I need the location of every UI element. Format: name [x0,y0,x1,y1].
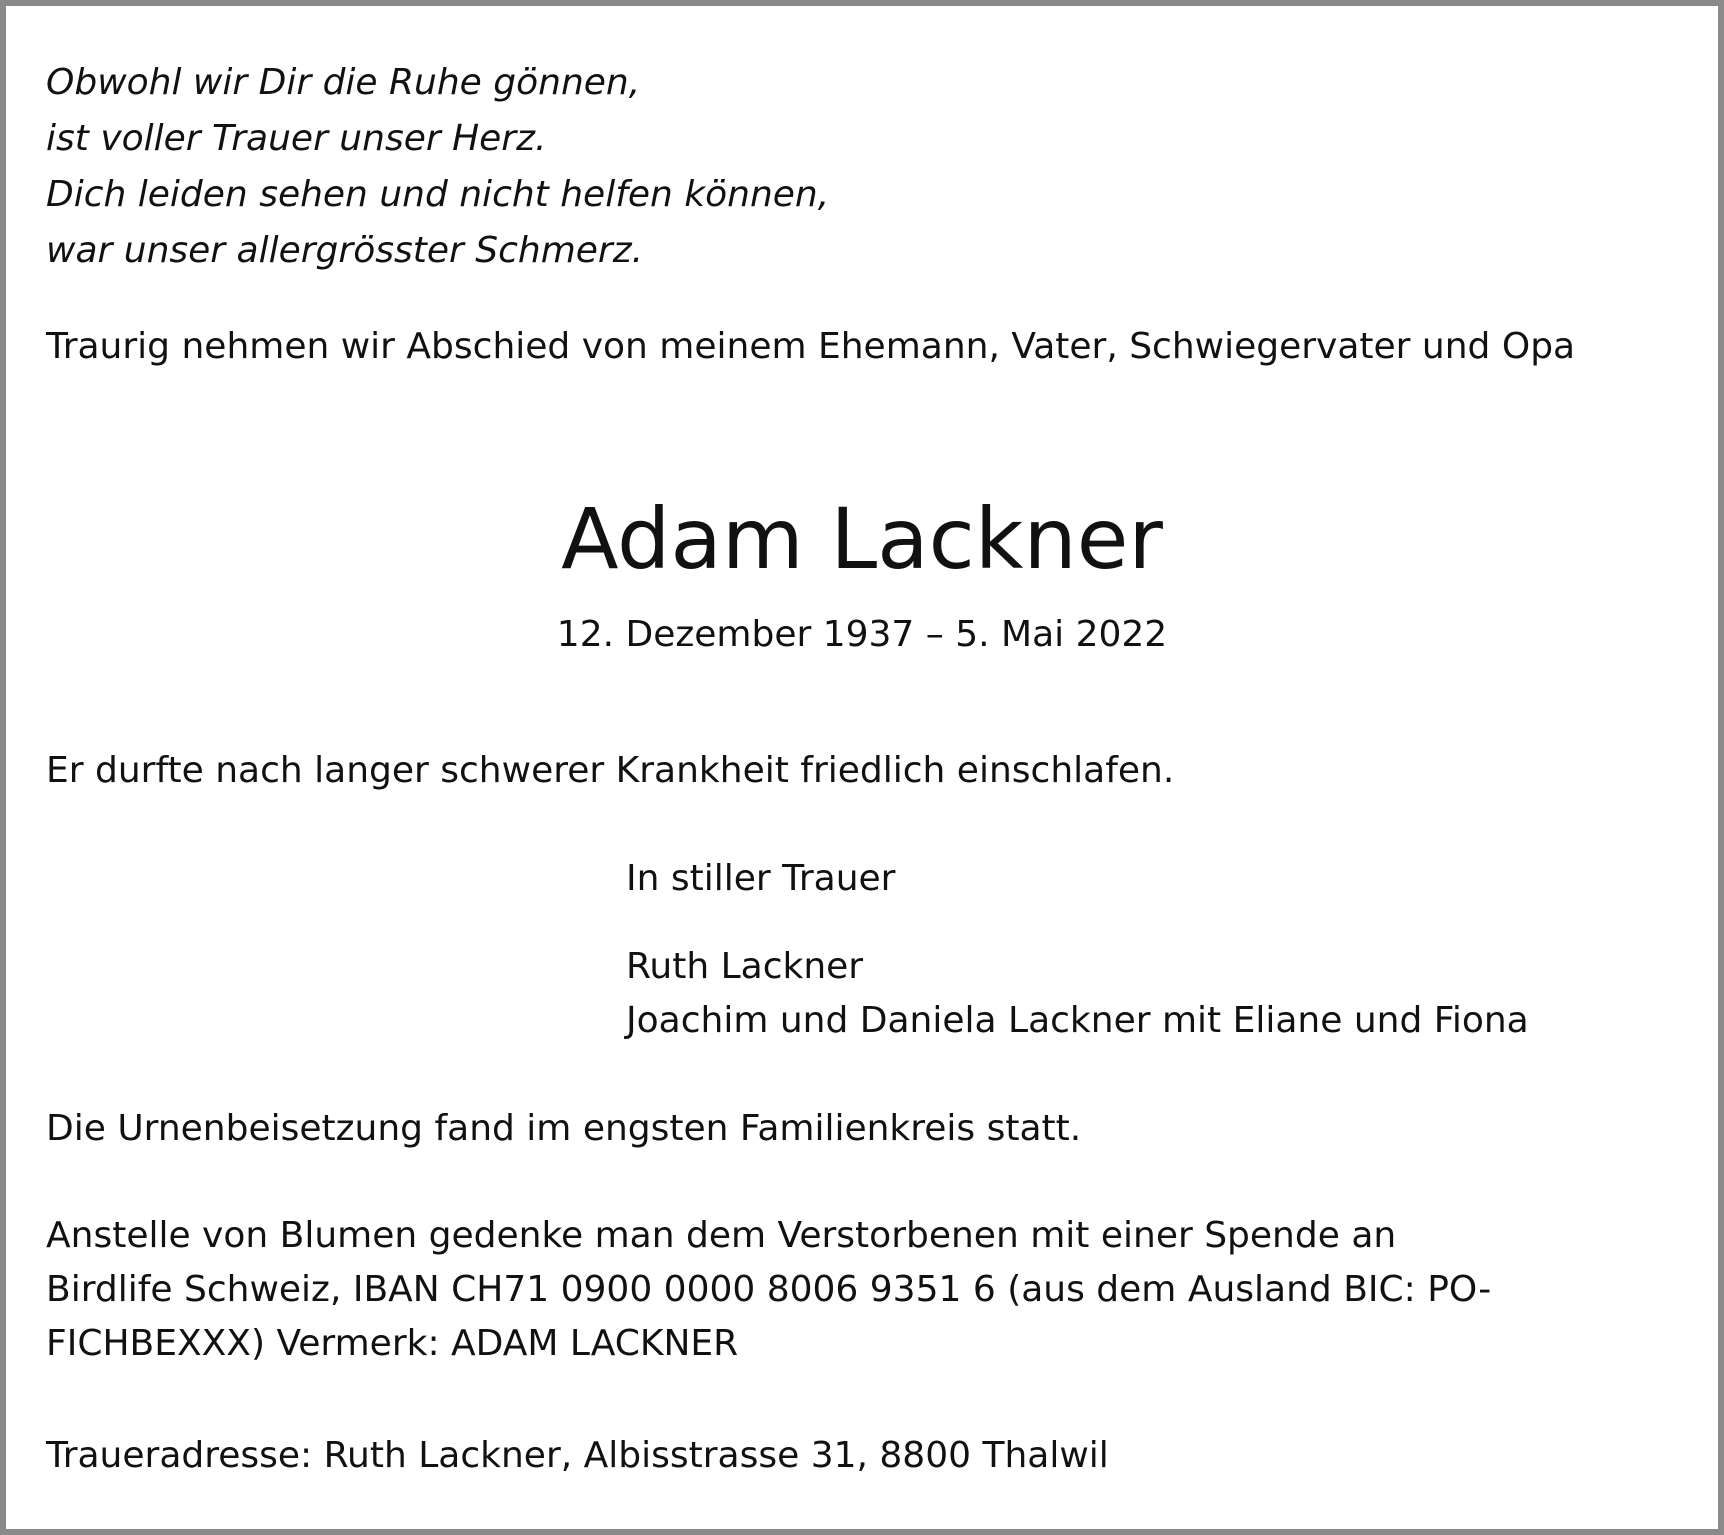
poem-line: war unser allergrösster Schmerz. [46,230,644,271]
mourner-name: Ruth Lackner [626,946,864,987]
intro-text: Traurig nehmen wir Abschied von meinem Ehemann, Vater, Schwiegervater und Opa [46,326,1576,367]
donation-line: Birdlife Schweiz, IBAN CH71 0900 0000 8006 9351 6 (aus dem Ausland BIC: PO- [46,1269,1492,1310]
donation-text [46,1209,1491,1371]
mourning-address: Traueradresse: Ruth Lackner, Albisstrasse 31, 8800 Thalwil [46,1435,1109,1476]
statement-text: Er durfte nach langer schwerer Krankheit friedlich einschlafen. [46,750,1175,791]
poem-line: Dich leiden sehen und nicht helfen können, [46,174,830,215]
life-dates: 12. Dezember 1937 – 5. Mai 2022 [556,614,1168,655]
poem [46,55,829,279]
donation-line: FICHBEXXX) Vermerk: ADAM LACKNER [46,1323,739,1364]
burial-text: Die Urnenbeisetzung fand im engsten Familienkreis statt. [46,1108,1082,1149]
mourners-list [626,940,1529,1048]
deceased-name: Adam Lackner [561,490,1163,588]
poem-line: Obwohl wir Dir die Ruhe gönnen, [46,62,641,103]
donation-line: Anstelle von Blumen gedenke man dem Verstorbenen mit einer Spende an [46,1215,1397,1256]
poem-line: ist voller Trauer unser Herz. [46,118,547,159]
mourners-heading: In stiller Trauer [626,858,896,899]
mourner-name: Joachim und Daniela Lackner mit Eliane und Fiona [626,1000,1529,1041]
